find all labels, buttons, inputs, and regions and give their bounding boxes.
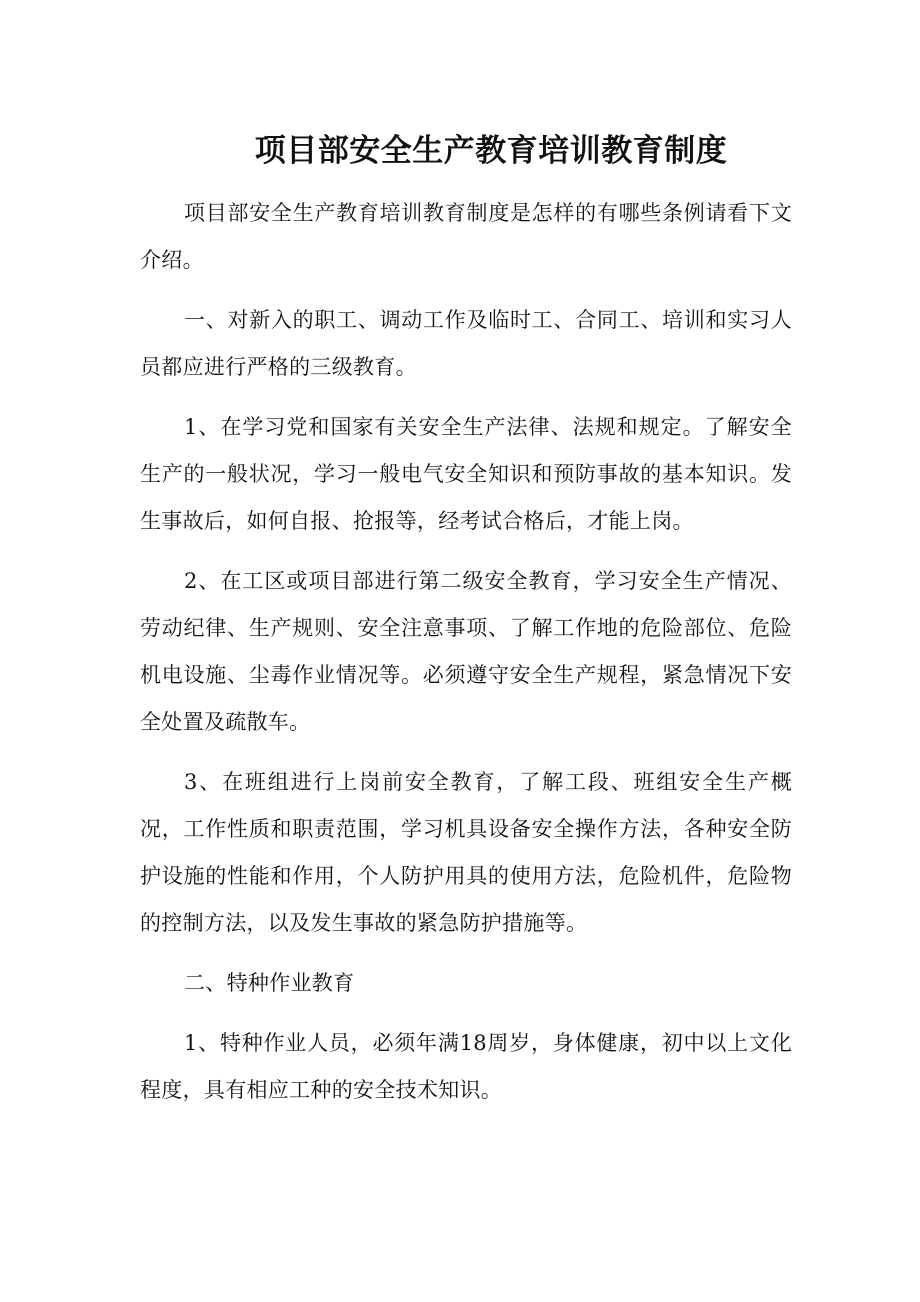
intro-paragraph: 项目部安全生产教育培训教育制度是怎样的有哪些条例请看下文介绍。 xyxy=(140,201,792,272)
section-one-item-1: 1、在学习党和国家有关安全生产法律、法规和规定。了解安全生产的一般状况，学习一般电气安全知识和预防事故的基本知识。发生事故后，如何自报、抢报等，经考试合格后，才能上岗。 xyxy=(140,415,792,533)
document-body xyxy=(140,190,792,1114)
section-one-item-3: 3、在班组进行上岗前安全教育，了解工段、班组安全生产概况，工作性质和职责范围，学习机具设备安全操作方法，各种安全防护设施的性能和作用，个人防护用具的使用方法，危险机件，危险物的控制方法，以及发生事故的紧急防护措施等。 xyxy=(140,770,792,935)
section-two-item-1: 1、特种作业人员，必须年满18周岁，身体健康，初中以上文化程度，具有相应工种的安全技术知识。 xyxy=(140,1031,792,1102)
section-two-heading: 二、特种作业教育 xyxy=(184,971,355,995)
document-title: 项目部安全生产教育培训教育制度 xyxy=(254,132,728,169)
section-one-heading-paragraph: 一、对新入的职工、调动工作及临时工、合同工、培训和实习人员都应进行严格的三级教育。 xyxy=(140,308,792,379)
section-one-item-2: 2、在工区或项目部进行第二级安全教育，学习安全生产情况、劳动纪律、生产规则、安全注意事项、了解工作地的危险部位、危险机电设施、尘毒作业情况等。必须遵守安全生产规程，紧急情况下安全处置及疏散车。 xyxy=(140,569,792,734)
